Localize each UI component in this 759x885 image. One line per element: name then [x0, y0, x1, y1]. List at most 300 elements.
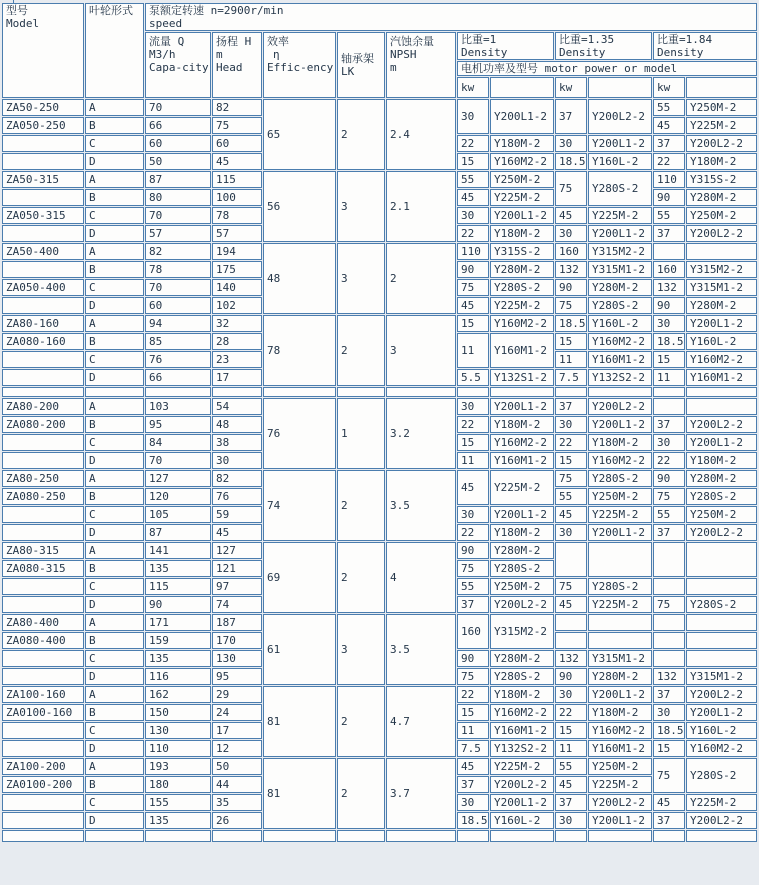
power-cell: Y225M-2 [588, 207, 652, 224]
power-cell: Y200L2-2 [490, 776, 554, 793]
head-cell: 50 [212, 758, 262, 775]
head-cell: 26 [212, 812, 262, 829]
model-cell [2, 506, 84, 523]
power-cell [588, 632, 652, 649]
empty-cell [588, 830, 652, 842]
power-cell: 45 [555, 207, 587, 224]
power-cell: 55 [653, 207, 685, 224]
bearing-frame-cell: 2 [337, 315, 385, 386]
bearing-frame-cell: 3 [337, 171, 385, 242]
power-cell: 22 [457, 416, 489, 433]
flow-cell: 94 [145, 315, 211, 332]
empty-cell [212, 830, 262, 842]
power-cell: Y160L-2 [686, 333, 757, 350]
bearing-frame-cell: 2 [337, 542, 385, 613]
power-cell: Y280M-2 [490, 650, 554, 667]
efficiency-cell: 78 [263, 315, 336, 386]
npsh-cell: 4.7 [386, 686, 456, 757]
flow-cell: 155 [145, 794, 211, 811]
power-cell: 45 [555, 506, 587, 523]
empty-cell [85, 387, 144, 397]
power-cell: 11 [457, 722, 489, 739]
empty-cell [686, 830, 757, 842]
power-cell: Y160L-2 [686, 722, 757, 739]
empty-cell [212, 387, 262, 397]
power-cell: 11 [457, 333, 489, 368]
power-cell: 45 [457, 470, 489, 505]
power-cell: Y280S-2 [686, 758, 757, 793]
power-cell: 45 [457, 189, 489, 206]
power-cell: 15 [457, 704, 489, 721]
power-cell: Y315M2-2 [490, 614, 554, 649]
power-cell: Y160M1-2 [490, 722, 554, 739]
power-cell: Y200L1-2 [686, 434, 757, 451]
power-cell [686, 650, 757, 667]
model-cell: ZA100-200 [2, 758, 84, 775]
power-cell: 37 [653, 416, 685, 433]
flow-cell: 70 [145, 452, 211, 469]
power-cell: 90 [653, 189, 685, 206]
power-cell [555, 614, 587, 631]
impeller-form-cell: A [85, 542, 144, 559]
power-cell: Y200L1-2 [490, 398, 554, 415]
impeller-form-cell: C [85, 794, 144, 811]
power-cell: 30 [555, 225, 587, 242]
head-cell: 82 [212, 99, 262, 116]
power-cell [555, 632, 587, 649]
spec-row [2, 171, 757, 188]
head-cell: 23 [212, 351, 262, 368]
head-cell: 121 [212, 560, 262, 577]
power-cell: 110 [457, 243, 489, 260]
model-cell: ZA050-315 [2, 207, 84, 224]
power-cell: Y200L1-2 [686, 315, 757, 332]
model-cell [2, 722, 84, 739]
impeller-form-cell: D [85, 369, 144, 386]
power-cell: Y200L1-2 [588, 416, 652, 433]
power-cell: Y250M-2 [588, 488, 652, 505]
empty-cell [686, 387, 757, 397]
power-cell: Y280S-2 [588, 578, 652, 595]
flow-cell: 70 [145, 279, 211, 296]
impeller-form-cell: C [85, 135, 144, 152]
power-cell: 75 [457, 668, 489, 685]
model-cell: ZA100-160 [2, 686, 84, 703]
power-cell: 37 [653, 225, 685, 242]
model-cell [2, 369, 84, 386]
power-cell: Y280S-2 [588, 171, 652, 206]
impeller-form-cell: B [85, 560, 144, 577]
empty-cell [263, 830, 336, 842]
head-cell: 194 [212, 243, 262, 260]
power-cell: 160 [457, 614, 489, 649]
power-cell: Y200L1-2 [490, 794, 554, 811]
power-cell: Y315M1-2 [588, 650, 652, 667]
flow-cell: 130 [145, 722, 211, 739]
power-cell: Y160M1-2 [490, 333, 554, 368]
model-cell: ZA080-200 [2, 416, 84, 433]
power-cell: Y200L2-2 [588, 794, 652, 811]
power-cell: Y280M-2 [588, 279, 652, 296]
power-cell [686, 578, 757, 595]
power-cell: Y250M-2 [490, 578, 554, 595]
model-cell: ZA080-250 [2, 488, 84, 505]
power-cell: 18.5 [653, 722, 685, 739]
power-cell: 18.5 [653, 333, 685, 350]
power-cell: Y180M-2 [686, 452, 757, 469]
empty-cell [145, 830, 211, 842]
power-cell: 45 [555, 776, 587, 793]
efficiency-cell: 74 [263, 470, 336, 541]
flow-cell: 159 [145, 632, 211, 649]
head-cell: 44 [212, 776, 262, 793]
power-cell: 37 [555, 794, 587, 811]
model-cell [2, 524, 84, 541]
power-cell: Y180M-2 [490, 524, 554, 541]
power-cell: 22 [457, 686, 489, 703]
model-cell [2, 225, 84, 242]
power-cell [588, 542, 652, 577]
head-cell: 12 [212, 740, 262, 757]
header-kw-1: kw [457, 77, 489, 98]
model-cell [2, 297, 84, 314]
power-cell: Y225M-2 [490, 758, 554, 775]
empty-cell [85, 830, 144, 842]
rated-speed-cn: 泵额定转速 n=2900r/min [149, 4, 284, 17]
power-cell [588, 614, 652, 631]
impeller-form-cell: B [85, 416, 144, 433]
empty-cell [457, 830, 489, 842]
power-cell: 22 [555, 434, 587, 451]
model-cell: ZA050-400 [2, 279, 84, 296]
power-cell: Y132S1-2 [490, 369, 554, 386]
power-cell: Y160L-2 [588, 315, 652, 332]
power-cell: Y160M2-2 [490, 153, 554, 170]
power-cell: 22 [653, 452, 685, 469]
model-cell: ZA080-160 [2, 333, 84, 350]
flow-cell: 80 [145, 189, 211, 206]
power-cell: Y160M2-2 [588, 452, 652, 469]
power-cell: Y160M2-2 [490, 704, 554, 721]
power-cell: 7.5 [555, 369, 587, 386]
power-cell: 30 [555, 812, 587, 829]
power-cell: 45 [457, 758, 489, 775]
power-cell [653, 243, 685, 260]
power-cell: Y315M2-2 [588, 243, 652, 260]
power-cell: 90 [555, 668, 587, 685]
head-cell: 97 [212, 578, 262, 595]
npsh-cell: 2.4 [386, 99, 456, 170]
empty-cell [2, 830, 84, 842]
flow-cell: 70 [145, 207, 211, 224]
power-cell: 30 [653, 704, 685, 721]
power-cell: 37 [457, 776, 489, 793]
model-cell: ZA50-250 [2, 99, 84, 116]
power-cell: 18.5 [555, 153, 587, 170]
head-cell: 24 [212, 704, 262, 721]
head-cell: 57 [212, 225, 262, 242]
header-model-en: Model [6, 17, 40, 30]
efficiency-cell: 81 [263, 758, 336, 829]
model-cell [2, 668, 84, 685]
power-cell: Y280M-2 [686, 297, 757, 314]
impeller-form-cell: B [85, 488, 144, 505]
power-cell: 132 [653, 668, 685, 685]
power-cell: 30 [457, 506, 489, 523]
impeller-form-cell: A [85, 99, 144, 116]
power-cell: Y180M-2 [588, 434, 652, 451]
empty-cell [457, 387, 489, 397]
flow-cell: 116 [145, 668, 211, 685]
impeller-form-cell: A [85, 171, 144, 188]
bearing-frame-cell: 1 [337, 398, 385, 469]
efficiency-cell: 65 [263, 99, 336, 170]
head-cell: 187 [212, 614, 262, 631]
flow-cell: 103 [145, 398, 211, 415]
power-cell [686, 398, 757, 415]
header-efficiency: 效率 η Effic-ency [263, 32, 336, 98]
power-cell: Y200L2-2 [588, 99, 652, 134]
model-cell: ZA050-250 [2, 117, 84, 134]
model-cell [2, 135, 84, 152]
impeller-form-cell: C [85, 207, 144, 224]
head-cell: 45 [212, 524, 262, 541]
power-cell: Y280S-2 [490, 668, 554, 685]
spec-row [2, 99, 757, 116]
power-cell [653, 398, 685, 415]
power-cell: Y132S2-2 [490, 740, 554, 757]
empty-cell [653, 387, 685, 397]
model-cell: ZA80-160 [2, 315, 84, 332]
empty-cell [555, 387, 587, 397]
head-cell: 17 [212, 722, 262, 739]
power-cell: 37 [653, 686, 685, 703]
flow-cell: 180 [145, 776, 211, 793]
power-cell [686, 614, 757, 631]
header-density-2: 比重=1.35 Density [555, 32, 652, 60]
flow-cell: 66 [145, 369, 211, 386]
power-cell: 30 [555, 416, 587, 433]
power-cell: Y180M-2 [588, 704, 652, 721]
head-cell: 59 [212, 506, 262, 523]
power-cell: 132 [555, 650, 587, 667]
head-cell: 45 [212, 153, 262, 170]
power-cell: Y160M1-2 [588, 351, 652, 368]
flow-cell: 127 [145, 470, 211, 487]
head-cell: 35 [212, 794, 262, 811]
power-cell: 30 [555, 524, 587, 541]
spec-row [2, 758, 757, 775]
model-cell [2, 578, 84, 595]
power-cell [653, 614, 685, 631]
bearing-frame-cell: 3 [337, 243, 385, 314]
flow-cell: 150 [145, 704, 211, 721]
power-cell: 30 [457, 99, 489, 134]
model-cell: ZA80-400 [2, 614, 84, 631]
clipped-bottom-row [2, 830, 757, 842]
header-motor-power: 电机功率及型号 motor power or model [457, 61, 757, 76]
power-cell: Y280M-2 [490, 542, 554, 559]
power-cell: 15 [555, 452, 587, 469]
impeller-form-cell: D [85, 668, 144, 685]
power-cell: Y160M1-2 [490, 452, 554, 469]
flow-cell: 90 [145, 596, 211, 613]
power-cell: 22 [457, 524, 489, 541]
model-cell: ZA080-315 [2, 560, 84, 577]
model-cell [2, 812, 84, 829]
impeller-form-cell: A [85, 470, 144, 487]
power-cell: Y250M-2 [686, 207, 757, 224]
power-cell: Y280M-2 [686, 189, 757, 206]
power-cell: Y225M-2 [588, 506, 652, 523]
empty-cell [145, 387, 211, 397]
bearing-frame-cell: 3 [337, 614, 385, 685]
impeller-form-cell: A [85, 315, 144, 332]
power-cell: 90 [653, 297, 685, 314]
power-cell: Y225M-2 [686, 794, 757, 811]
empty-cell [653, 830, 685, 842]
head-cell: 54 [212, 398, 262, 415]
power-cell: 37 [653, 524, 685, 541]
header-model-cn: 型号 [6, 4, 28, 17]
spec-row [2, 398, 757, 415]
power-cell: 75 [555, 578, 587, 595]
power-cell: 15 [555, 333, 587, 350]
power-cell: Y200L1-2 [490, 506, 554, 523]
power-cell: 45 [653, 117, 685, 134]
impeller-form-cell: D [85, 596, 144, 613]
flow-cell: 120 [145, 488, 211, 505]
power-cell: Y200L1-2 [490, 207, 554, 224]
power-cell: 15 [653, 351, 685, 368]
power-cell: Y200L2-2 [490, 596, 554, 613]
power-cell: 18.5 [555, 315, 587, 332]
flow-cell: 82 [145, 243, 211, 260]
power-cell: Y200L2-2 [686, 686, 757, 703]
model-cell [2, 351, 84, 368]
power-cell: Y160M2-2 [686, 351, 757, 368]
power-cell: 90 [457, 261, 489, 278]
power-cell: Y160M2-2 [588, 722, 652, 739]
power-cell: Y315M2-2 [686, 261, 757, 278]
power-cell: Y280S-2 [686, 488, 757, 505]
efficiency-cell: 76 [263, 398, 336, 469]
power-cell: 5.5 [457, 369, 489, 386]
power-cell: Y180M-2 [490, 416, 554, 433]
npsh-cell: 3.5 [386, 614, 456, 685]
power-cell: 75 [555, 171, 587, 206]
flow-cell: 84 [145, 434, 211, 451]
npsh-cell: 3.2 [386, 398, 456, 469]
power-cell: 75 [653, 758, 685, 793]
header-density-3: 比重=1.84 Density [653, 32, 757, 60]
head-cell: 102 [212, 297, 262, 314]
power-cell: 160 [555, 243, 587, 260]
bearing-frame-cell: 2 [337, 470, 385, 541]
empty-cell [588, 387, 652, 397]
power-cell: 11 [653, 369, 685, 386]
power-cell: 30 [653, 315, 685, 332]
model-cell: ZA80-315 [2, 542, 84, 559]
head-cell: 82 [212, 470, 262, 487]
power-cell: 45 [555, 596, 587, 613]
power-cell: Y280S-2 [490, 560, 554, 577]
power-cell: Y160M1-2 [588, 740, 652, 757]
power-cell: 90 [555, 279, 587, 296]
head-cell: 130 [212, 650, 262, 667]
power-cell: Y160M1-2 [686, 369, 757, 386]
power-cell: Y200L1-2 [686, 704, 757, 721]
power-cell: 55 [457, 171, 489, 188]
power-cell: Y180M-2 [686, 153, 757, 170]
header-kw-2-model [588, 77, 652, 98]
head-cell: 60 [212, 135, 262, 152]
model-cell [2, 452, 84, 469]
header-kw-2: kw [555, 77, 587, 98]
head-cell: 48 [212, 416, 262, 433]
power-cell: Y315S-2 [490, 243, 554, 260]
impeller-form-cell: A [85, 243, 144, 260]
header-kw-1-model [490, 77, 554, 98]
efficiency-cell: 61 [263, 614, 336, 685]
flow-cell: 135 [145, 650, 211, 667]
power-cell: 55 [653, 506, 685, 523]
power-cell: Y180M-2 [490, 225, 554, 242]
power-cell: Y250M-2 [490, 171, 554, 188]
impeller-form-cell: C [85, 650, 144, 667]
efficiency-cell: 48 [263, 243, 336, 314]
power-cell: 11 [457, 452, 489, 469]
power-cell: 30 [457, 207, 489, 224]
spec-row [2, 470, 757, 487]
head-cell: 95 [212, 668, 262, 685]
empty-cell [337, 387, 385, 397]
head-cell: 38 [212, 434, 262, 451]
power-cell: 75 [555, 297, 587, 314]
head-cell: 29 [212, 686, 262, 703]
power-cell: 30 [555, 135, 587, 152]
flow-cell: 87 [145, 524, 211, 541]
power-cell: Y250M-2 [588, 758, 652, 775]
power-cell: Y160M2-2 [490, 315, 554, 332]
power-cell: Y280M-2 [686, 470, 757, 487]
power-cell: 22 [555, 704, 587, 721]
impeller-form-cell: B [85, 776, 144, 793]
flow-cell: 57 [145, 225, 211, 242]
power-cell: Y200L2-2 [686, 416, 757, 433]
power-cell: Y280S-2 [686, 596, 757, 613]
power-cell: 55 [555, 488, 587, 505]
power-cell: 160 [653, 261, 685, 278]
power-cell: Y200L2-2 [686, 812, 757, 829]
power-cell: Y200L1-2 [588, 686, 652, 703]
power-cell: 37 [457, 596, 489, 613]
empty-cell [263, 387, 336, 397]
npsh-cell: 3 [386, 315, 456, 386]
spacer-row [2, 387, 757, 397]
power-cell: Y160M2-2 [588, 333, 652, 350]
header-npsh: 汽蚀余量 NPSH m [386, 32, 456, 98]
impeller-form-cell: D [85, 153, 144, 170]
power-cell [653, 542, 685, 577]
power-cell [653, 650, 685, 667]
power-cell: 37 [555, 99, 587, 134]
power-cell: 75 [653, 596, 685, 613]
flow-cell: 141 [145, 542, 211, 559]
empty-cell [490, 387, 554, 397]
power-cell: 132 [653, 279, 685, 296]
power-cell: Y225M-2 [490, 470, 554, 505]
